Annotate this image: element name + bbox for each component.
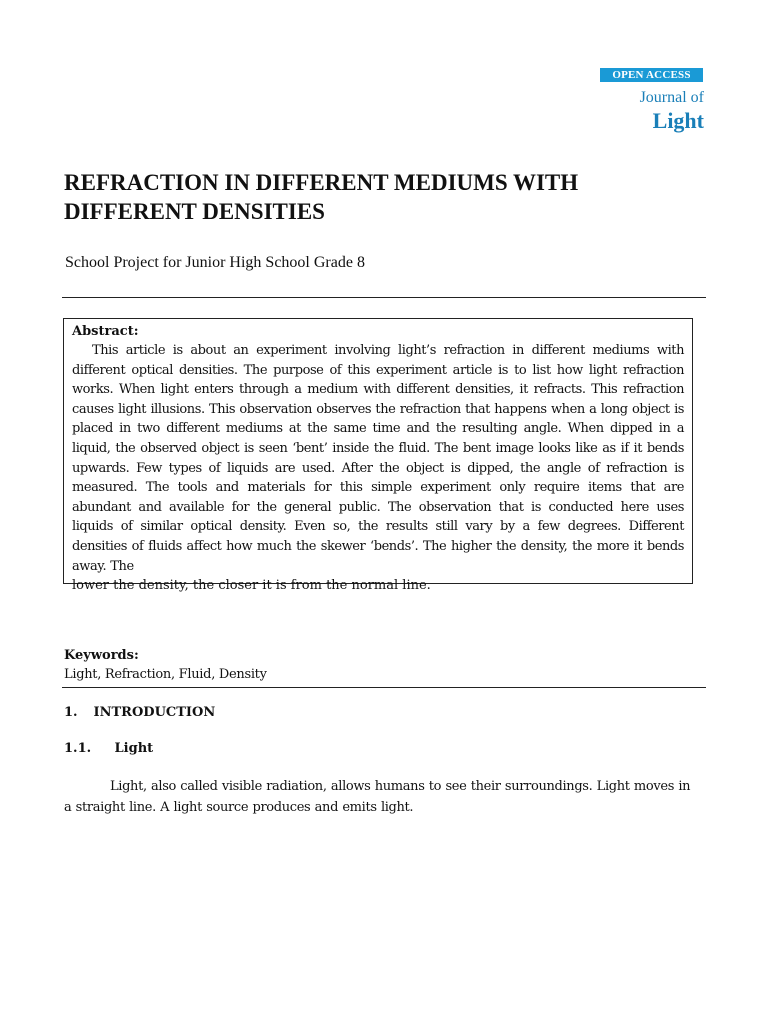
intro-paragraph: Light, also called visible radiation, allows humans to see their surroundings. Light moves in a straight line. A light source produces and emits light. (64, 779, 691, 815)
keywords-list: Light, Refraction, Fluid, Density (64, 667, 267, 682)
section-title: INTRODUCTION (93, 705, 216, 720)
journal-prefix: Journal of (639, 89, 704, 106)
subsection-heading (64, 741, 153, 756)
abstract-last-line: lower the density, the closer it is from the normal line. (72, 578, 431, 594)
article-title: REFRACTION IN DIFFERENT MEDIUMS WITH DIFFERENT DENSITIES (64, 170, 579, 224)
abstract-heading: Abstract: (72, 324, 139, 339)
article-subtitle: School Project for Junior High School Grade 8 (65, 254, 365, 271)
section-number: 1. (64, 705, 78, 720)
keywords-divider (62, 687, 706, 688)
header-divider (62, 297, 706, 298)
open-access-badge: OPEN ACCESS (600, 68, 703, 82)
subsection-title: Light (114, 741, 154, 756)
section-heading (64, 705, 215, 720)
abstract-box (63, 318, 693, 594)
keywords-heading: Keywords: (64, 648, 139, 663)
journal-name: Light (652, 108, 704, 133)
subsection-number: 1.1. (64, 741, 92, 756)
abstract-body: This article is about an experiment involving light’s refraction in different mediums with different optical densities. The purpose of this experiment article is to list how light refraction works. When light enters through a medium with different densities, it refracts. This refraction causes light illusions. This observation observes the refraction that happens when a long object is placed in two different mediums at the same time and the resulting angle. When dipped in a liquid, the observed object is seen ‘bent’ inside the fluid. The bent image looks like as if it bends upwards. Few types of liquids are used. After the object is dipped, the angle of refraction is measured. The tools and materials for this simple experiment only require items that are abundant and available for the general public. The observation that is conducted here uses liquids of similar optical density. Even so, the results still vary by a few degrees. Different densities of fluids affect how much the skewer ‘bends’. The higher the density, the more it bends away. The (72, 343, 684, 574)
